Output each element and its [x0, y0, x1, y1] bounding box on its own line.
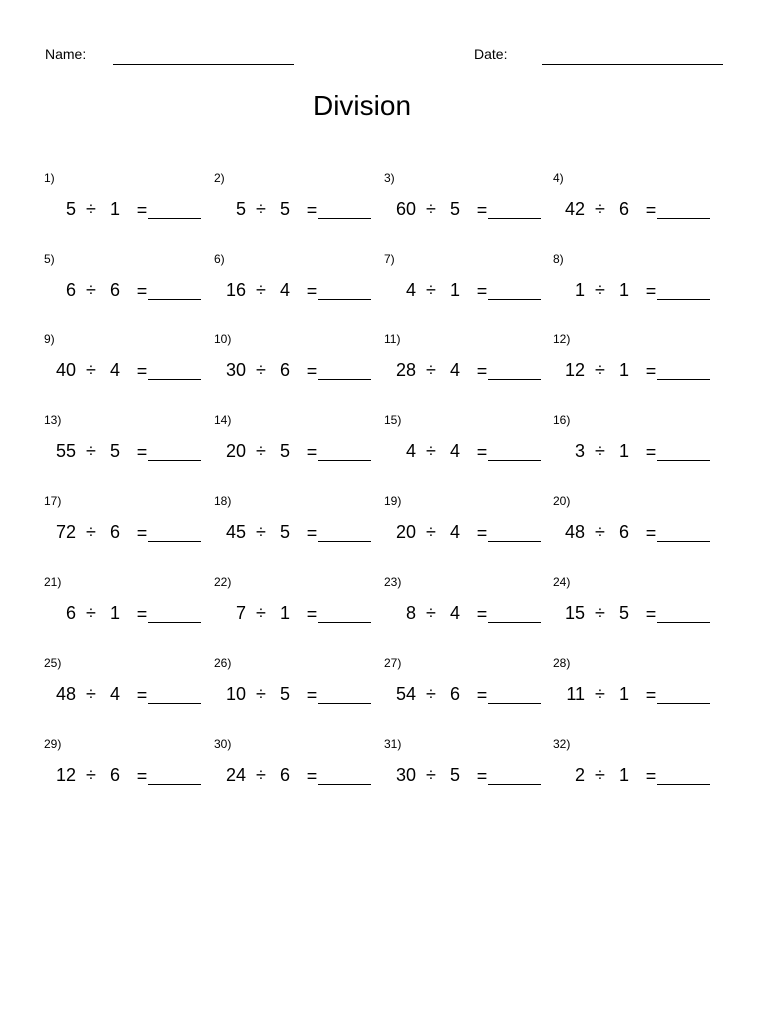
- equals-sign: =: [645, 685, 657, 705]
- dividend: 54: [395, 684, 416, 704]
- division-sign: ÷: [595, 280, 605, 300]
- equals-sign: =: [136, 604, 148, 624]
- problem-number: 25): [44, 656, 62, 670]
- division-sign: ÷: [426, 199, 436, 219]
- division-sign: ÷: [86, 765, 96, 785]
- equals-sign: =: [136, 523, 148, 543]
- dividend: 60: [395, 199, 416, 219]
- problem: [44, 413, 209, 483]
- answer-blank[interactable]: [318, 703, 371, 704]
- answer-blank[interactable]: [318, 541, 371, 542]
- answer-blank[interactable]: [657, 299, 710, 300]
- dividend: 40: [55, 360, 76, 380]
- dividend: 11: [566, 684, 585, 704]
- division-sign: ÷: [256, 522, 266, 542]
- division-sign: ÷: [595, 765, 605, 785]
- equals-sign: =: [476, 685, 488, 705]
- equals-sign: =: [476, 200, 488, 220]
- divisor: 1: [618, 360, 629, 380]
- divisor: 1: [109, 603, 120, 623]
- dividend: 6: [65, 280, 76, 300]
- dividend: 10: [225, 684, 246, 704]
- dividend: 24: [225, 765, 246, 785]
- problem-number: 15): [384, 413, 402, 427]
- equals-sign: =: [645, 200, 657, 220]
- problem-number: 23): [384, 575, 402, 589]
- divisor: 4: [109, 684, 120, 704]
- answer-blank[interactable]: [148, 703, 201, 704]
- problem-number: 20): [553, 494, 571, 508]
- divisor: 1: [618, 684, 629, 704]
- dividend: 30: [395, 765, 416, 785]
- answer-blank[interactable]: [148, 218, 201, 219]
- problem-number: 12): [553, 332, 571, 346]
- answer-blank[interactable]: [318, 460, 371, 461]
- division-sign: ÷: [426, 441, 436, 461]
- answer-blank[interactable]: [318, 784, 371, 785]
- problem: [384, 656, 549, 726]
- divisor: 5: [279, 199, 290, 219]
- dividend: 8: [405, 603, 416, 623]
- division-sign: ÷: [595, 684, 605, 704]
- problem: [44, 252, 209, 322]
- equals-sign: =: [645, 523, 657, 543]
- problem-number: 28): [553, 656, 571, 670]
- equals-sign: =: [476, 442, 488, 462]
- equals-sign: =: [306, 766, 318, 786]
- division-sign: ÷: [426, 360, 436, 380]
- problem: [214, 575, 379, 645]
- problem: [44, 332, 209, 402]
- dividend: 20: [395, 522, 416, 542]
- answer-blank[interactable]: [488, 379, 541, 380]
- dividend: 48: [55, 684, 76, 704]
- dividend: 15: [564, 603, 585, 623]
- problem-number: 4): [553, 171, 564, 185]
- divisor: 5: [449, 765, 460, 785]
- division-sign: ÷: [256, 603, 266, 623]
- answer-blank[interactable]: [657, 784, 710, 785]
- problem: [384, 494, 549, 564]
- problem-number: 19): [384, 494, 402, 508]
- divisor: 5: [618, 603, 629, 623]
- problem-number: 18): [214, 494, 232, 508]
- problem: [214, 332, 379, 402]
- divisor: 4: [449, 603, 460, 623]
- divisor: 4: [449, 522, 460, 542]
- answer-blank[interactable]: [148, 541, 201, 542]
- dividend: 72: [55, 522, 76, 542]
- problem: [553, 332, 718, 402]
- equals-sign: =: [645, 604, 657, 624]
- problem-number: 7): [384, 252, 395, 266]
- problem: [553, 737, 718, 807]
- division-sign: ÷: [426, 603, 436, 623]
- equals-sign: =: [476, 766, 488, 786]
- answer-blank[interactable]: [657, 379, 710, 380]
- divisor: 6: [109, 522, 120, 542]
- answer-blank[interactable]: [488, 218, 541, 219]
- problem-number: 8): [553, 252, 564, 266]
- equals-sign: =: [136, 442, 148, 462]
- divisor: 6: [279, 765, 290, 785]
- divisor: 5: [109, 441, 120, 461]
- equals-sign: =: [136, 766, 148, 786]
- divisor: 4: [449, 441, 460, 461]
- equals-sign: =: [136, 200, 148, 220]
- problem-number: 1): [44, 171, 55, 185]
- problem-number: 11): [384, 332, 401, 346]
- equals-sign: =: [645, 361, 657, 381]
- division-sign: ÷: [86, 441, 96, 461]
- dividend: 6: [65, 603, 76, 623]
- divisor: 4: [279, 280, 290, 300]
- divisor: 5: [279, 684, 290, 704]
- division-sign: ÷: [256, 765, 266, 785]
- equals-sign: =: [136, 361, 148, 381]
- answer-blank[interactable]: [657, 622, 710, 623]
- equals-sign: =: [476, 281, 488, 301]
- division-sign: ÷: [86, 684, 96, 704]
- answer-blank[interactable]: [148, 622, 201, 623]
- problem-number: 3): [384, 171, 395, 185]
- problem: [384, 575, 549, 645]
- problem-number: 14): [214, 413, 232, 427]
- dividend: 48: [564, 522, 585, 542]
- problem: [553, 413, 718, 483]
- problem-number: 21): [44, 575, 62, 589]
- answer-blank[interactable]: [488, 299, 541, 300]
- divisor: 6: [109, 765, 120, 785]
- division-sign: ÷: [256, 360, 266, 380]
- answer-blank[interactable]: [488, 703, 541, 704]
- problem: [44, 575, 209, 645]
- division-sign: ÷: [86, 522, 96, 542]
- problem-number: 29): [44, 737, 62, 751]
- answer-blank[interactable]: [657, 541, 710, 542]
- division-sign: ÷: [256, 280, 266, 300]
- dividend: 45: [225, 522, 246, 542]
- equals-sign: =: [306, 361, 318, 381]
- equals-sign: =: [136, 685, 148, 705]
- dividend: 4: [405, 280, 416, 300]
- problem: [44, 494, 209, 564]
- answer-blank[interactable]: [318, 299, 371, 300]
- dividend: 28: [395, 360, 416, 380]
- equals-sign: =: [645, 442, 657, 462]
- problem: [553, 575, 718, 645]
- problem: [214, 656, 379, 726]
- division-sign: ÷: [595, 441, 605, 461]
- answer-blank[interactable]: [488, 784, 541, 785]
- equals-sign: =: [645, 281, 657, 301]
- answer-blank[interactable]: [318, 379, 371, 380]
- problem-number: 27): [384, 656, 402, 670]
- problem: [384, 737, 549, 807]
- problem-number: 6): [214, 252, 225, 266]
- divisor: 1: [618, 280, 629, 300]
- dividend: 3: [574, 441, 585, 461]
- problem: [384, 252, 549, 322]
- problem: [214, 494, 379, 564]
- problem-number: 30): [214, 737, 232, 751]
- dividend: 4: [405, 441, 416, 461]
- divisor: 1: [279, 603, 290, 623]
- divisor: 1: [618, 441, 629, 461]
- division-sign: ÷: [595, 360, 605, 380]
- page-title: Division: [312, 90, 412, 121]
- answer-blank[interactable]: [318, 218, 371, 219]
- equals-sign: =: [306, 200, 318, 220]
- division-sign: ÷: [256, 684, 266, 704]
- divisor: 6: [449, 684, 460, 704]
- divisor: 1: [109, 199, 120, 219]
- answer-blank[interactable]: [488, 541, 541, 542]
- equals-sign: =: [306, 604, 318, 624]
- problem: [553, 252, 718, 322]
- problem-number: 9): [44, 332, 55, 346]
- name-label: Name:: [45, 46, 87, 62]
- division-sign: ÷: [86, 603, 96, 623]
- division-sign: ÷: [595, 199, 605, 219]
- divisor: 6: [618, 522, 629, 542]
- problem-number: 32): [553, 737, 571, 751]
- equals-sign: =: [476, 523, 488, 543]
- problem-number: 22): [214, 575, 232, 589]
- problem-number: 31): [384, 737, 402, 751]
- division-sign: ÷: [86, 199, 96, 219]
- answer-blank[interactable]: [657, 218, 710, 219]
- dividend: 55: [55, 441, 76, 461]
- dividend: 2: [574, 765, 585, 785]
- problem: [44, 737, 209, 807]
- dividend: 12: [564, 360, 585, 380]
- answer-blank[interactable]: [657, 703, 710, 704]
- problem-number: 17): [44, 494, 62, 508]
- division-sign: ÷: [426, 522, 436, 542]
- dividend: 12: [55, 765, 76, 785]
- problem: [384, 332, 549, 402]
- divisor: 6: [109, 280, 120, 300]
- divisor: 6: [618, 199, 629, 219]
- equals-sign: =: [476, 361, 488, 381]
- problem-number: 24): [553, 575, 571, 589]
- dividend: 42: [564, 199, 585, 219]
- answer-blank[interactable]: [318, 622, 371, 623]
- problem: [384, 413, 549, 483]
- division-sign: ÷: [595, 603, 605, 623]
- equals-sign: =: [136, 281, 148, 301]
- problem: [214, 171, 379, 241]
- divisor: 1: [618, 765, 629, 785]
- division-sign: ÷: [426, 765, 436, 785]
- answer-blank[interactable]: [148, 299, 201, 300]
- problem: [214, 413, 379, 483]
- divisor: 5: [279, 441, 290, 461]
- equals-sign: =: [306, 281, 318, 301]
- answer-blank[interactable]: [148, 379, 201, 380]
- problem: [553, 171, 718, 241]
- divisor: 4: [109, 360, 120, 380]
- division-sign: ÷: [426, 684, 436, 704]
- dividend: 20: [225, 441, 246, 461]
- division-sign: ÷: [86, 280, 96, 300]
- answer-blank[interactable]: [657, 460, 710, 461]
- answer-blank[interactable]: [488, 460, 541, 461]
- problem-number: 5): [44, 252, 55, 266]
- problem-number: 10): [214, 332, 232, 346]
- problem-number: 16): [553, 413, 571, 427]
- dividend: 7: [235, 603, 246, 623]
- problem: [553, 494, 718, 564]
- dividend: 1: [574, 280, 585, 300]
- divisor: 6: [279, 360, 290, 380]
- answer-blank[interactable]: [148, 784, 201, 785]
- problem: [44, 171, 209, 241]
- equals-sign: =: [645, 766, 657, 786]
- problem: [553, 656, 718, 726]
- dividend: 16: [225, 280, 246, 300]
- division-sign: ÷: [86, 360, 96, 380]
- division-sign: ÷: [256, 199, 266, 219]
- problem: [214, 252, 379, 322]
- dividend: 5: [235, 199, 246, 219]
- date-label: Date:: [474, 46, 508, 62]
- division-sign: ÷: [256, 441, 266, 461]
- equals-sign: =: [476, 604, 488, 624]
- dividend: 30: [225, 360, 246, 380]
- divisor: 4: [449, 360, 460, 380]
- answer-blank[interactable]: [488, 622, 541, 623]
- problem-number: 2): [214, 171, 225, 185]
- problem: [214, 737, 379, 807]
- answer-blank[interactable]: [148, 460, 201, 461]
- divisor: 5: [449, 199, 460, 219]
- equals-sign: =: [306, 523, 318, 543]
- dividend: 5: [65, 199, 76, 219]
- problem: [384, 171, 549, 241]
- divisor: 5: [279, 522, 290, 542]
- equals-sign: =: [306, 685, 318, 705]
- division-sign: ÷: [595, 522, 605, 542]
- divisor: 1: [449, 280, 460, 300]
- division-sign: ÷: [426, 280, 436, 300]
- problem-number: 26): [214, 656, 232, 670]
- problem-number: 13): [44, 413, 62, 427]
- problem: [44, 656, 209, 726]
- equals-sign: =: [306, 442, 318, 462]
